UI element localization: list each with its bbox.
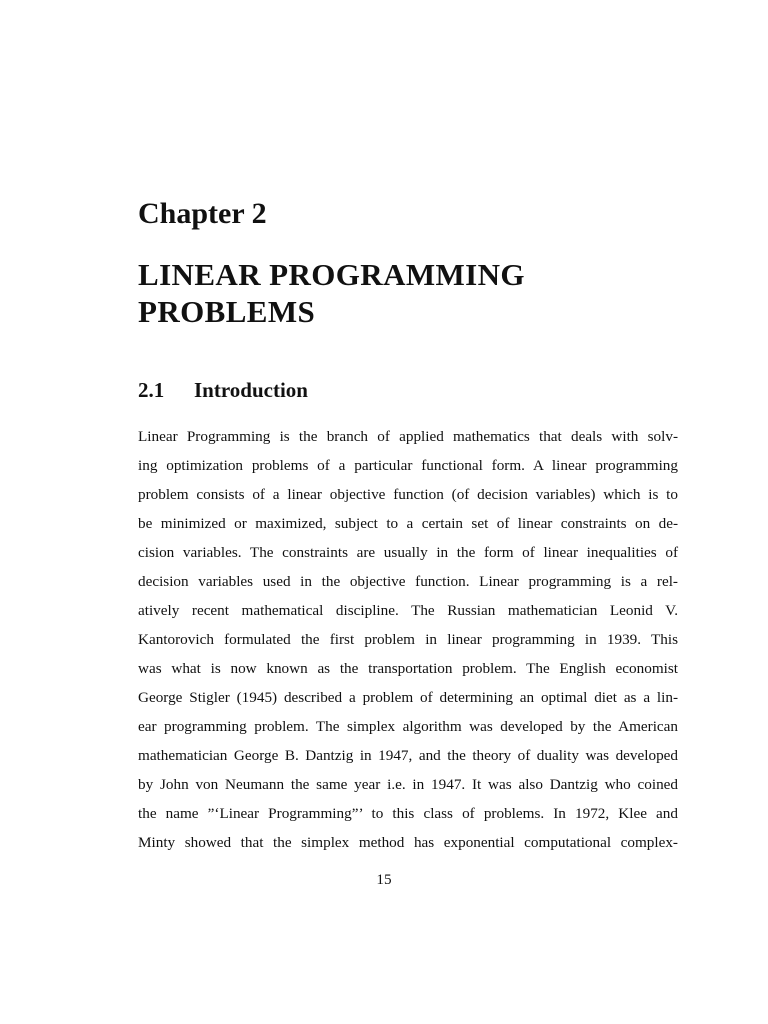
chapter-title-line: PROBLEMS bbox=[138, 294, 316, 329]
text-line: ing optimization problems of a particular functional form. A linear programming bbox=[138, 457, 678, 474]
text-line: George Stigler (1945) described a problem of determining an optimal diet as a lin- bbox=[138, 689, 678, 706]
text-line: Linear Programming is the branch of applied mathematics that deals with solv- bbox=[138, 428, 678, 445]
text-line: the name ”‘Linear Programming”’ to this class of problems. In 1972, Klee and bbox=[138, 805, 678, 822]
text-line: be minimized or maximized, subject to a certain set of linear constraints on de- bbox=[138, 515, 678, 532]
text-line: problem consists of a linear objective function (of decision variables) which is to bbox=[138, 486, 678, 503]
text-line: decision variables used in the objective function. Linear programming is a rel- bbox=[138, 573, 678, 590]
chapter-title bbox=[138, 256, 638, 330]
page-number: 15 bbox=[376, 871, 392, 888]
text-line: by John von Neumann the same year i.e. in 1947. It was also Dantzig who coined bbox=[138, 776, 678, 793]
text-line: Kantorovich formulated the first problem in linear programming in 1939. This bbox=[138, 631, 678, 648]
text-line: cision variables. The constraints are usually in the form of linear inequalities of bbox=[138, 544, 678, 561]
chapter-title-line: LINEAR PROGRAMMING bbox=[138, 257, 525, 292]
text-line: atively recent mathematical discipline. The Russian mathematician Leonid V. bbox=[138, 602, 678, 619]
text-line: ear programming problem. The simplex algorithm was developed by the American bbox=[138, 718, 678, 735]
text-line: mathematician George B. Dantzig in 1947, and the theory of duality was developed bbox=[138, 747, 678, 764]
text-line: was what is now known as the transportation problem. The English economist bbox=[138, 660, 678, 677]
body-paragraph bbox=[138, 422, 678, 857]
chapter-label: Chapter 2 bbox=[138, 197, 267, 230]
section-heading bbox=[138, 376, 308, 404]
text-line: Minty showed that the simplex method has exponential computational complex- bbox=[138, 834, 678, 851]
section-title: Introduction bbox=[194, 378, 308, 402]
section-number: 2.1 bbox=[138, 378, 165, 402]
